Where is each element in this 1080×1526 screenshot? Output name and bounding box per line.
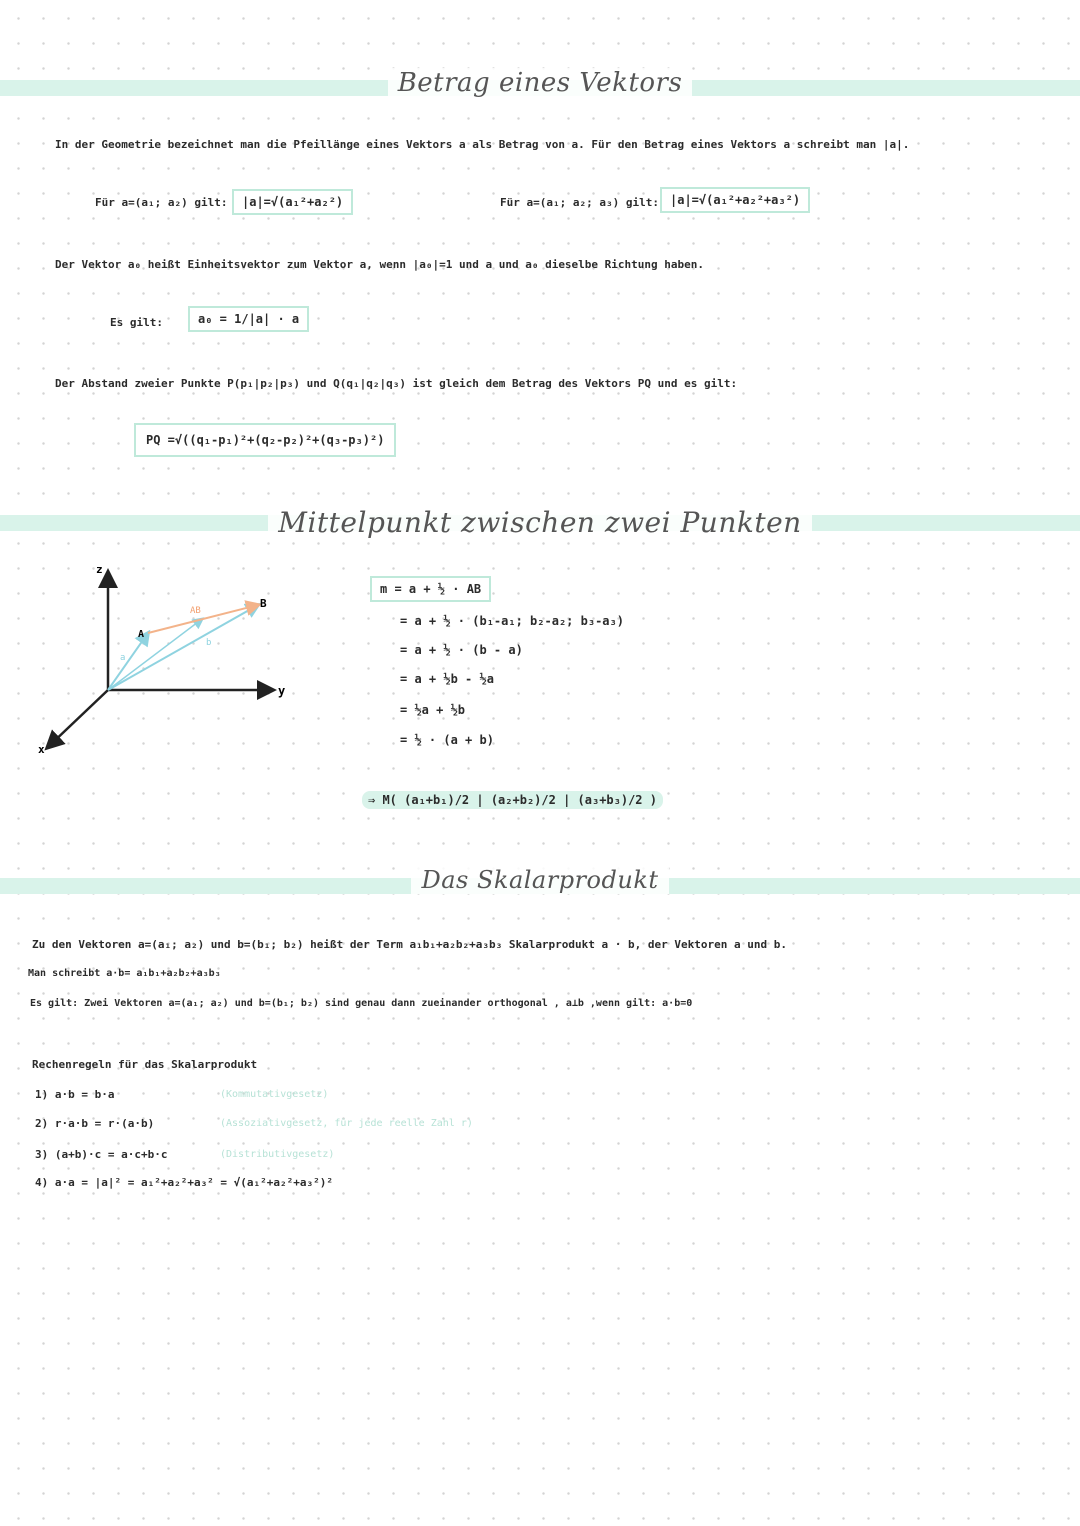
- rule-3: [35, 1148, 167, 1161]
- rule-2-formula: 2) r·a·b = r·(a·b): [35, 1117, 155, 1130]
- midpoint-step-0: m = a + ½ · AB: [370, 576, 491, 602]
- vector-b-label: b: [206, 638, 212, 648]
- midpoint-result: ⇒ M( (a₁+b₁)/2 | (a₂+b₂)/2 | (a₃+b₃)/2 ): [362, 793, 663, 807]
- point-a-label: A: [138, 629, 145, 640]
- for-2d-label: Für a=(a₁; a₂) gilt:: [95, 196, 228, 209]
- skalar-notation: Man schreibt a·b= a₁b₁+a₂b₂+a₃b₃: [28, 968, 221, 979]
- rule-4: [35, 1176, 333, 1189]
- heading-betrag: Betrag eines Vektors: [0, 68, 1080, 98]
- distance-sentence: Der Abstand zweier Punkte P(p₁|p₂|p₃) und Q(q₁|q₂|q₃) ist gleich dem Betrag des Vektors PQ und es gilt:: [55, 377, 738, 390]
- vector-diagram: [20, 555, 340, 785]
- midpoint-step-3: = a + ½b - ½a: [400, 672, 494, 686]
- vector-b-arrow: [108, 605, 258, 690]
- formula-2d-box: |a|=√(a₁²+a₂²): [232, 189, 353, 215]
- rule-3-formula: 3) (a+b)·c = a·c+b·c: [35, 1148, 168, 1161]
- rule-1-note: (Kommutativgesetz): [220, 1089, 329, 1100]
- vector-ab-arrow: [148, 605, 258, 633]
- skalar-orthogonal: Es gilt: Zwei Vektoren a=(a₁; a₂) und b=(b₁; b₂) sind genau dann zueinander orthogonal , a⊥b ,wenn gilt: a·b=0: [30, 998, 693, 1009]
- rule-1: [35, 1088, 114, 1101]
- vector-a-label: a: [120, 653, 126, 663]
- unit-vector-formula-box: a₀ = 1/|a| · a: [188, 306, 309, 332]
- vector-a-arrow: [108, 633, 148, 690]
- rule-1-formula: 1) a·b = b·a: [35, 1088, 115, 1101]
- point-b-label: B: [260, 597, 267, 610]
- midpoint-step-5: = ½ · (a + b): [400, 733, 494, 747]
- rule-4-formula: 4) a·a = |a|² = a₁²+a₂²+a₃² = √(a₁²+a₂²+a₃²)²: [35, 1176, 334, 1189]
- formula-3d-box: |a|=√(a₁²+a₂²+a₃²): [660, 187, 810, 213]
- rules-title: Rechenregeln für das Skalarprodukt: [32, 1058, 258, 1071]
- for-3d-label: Für a=(a₁; a₂; a₃) gilt:: [500, 196, 659, 209]
- axis-z-label: z: [96, 563, 103, 576]
- distance-formula-box: PQ =√((q₁-p₁)²+(q₂-p₂)²+(q₃-p₃)²): [134, 423, 396, 457]
- heading-mittelpunkt: Mittelpunkt zwischen zwei Punkten: [0, 506, 1080, 539]
- skalar-definition: Zu den Vektoren a=(a₁; a₂) und b=(b₁; b₂) heißt der Term a₁b₁+a₂b₂+a₃b₃ Skalarprodukt a · b, der Vektoren a und b.: [32, 938, 787, 951]
- axis-x-label: x: [38, 743, 45, 756]
- rule-2-note: (Assoziativgesetz, für jede reelle Zahl r): [220, 1118, 473, 1129]
- midpoint-step-2: = a + ½ · (b - a): [400, 643, 523, 657]
- axis-y-label: y: [278, 684, 286, 698]
- vector-ab-label: AB: [190, 606, 201, 616]
- heading-skalarprodukt: Das Skalarprodukt: [0, 866, 1080, 894]
- midpoint-step-1: = a + ½ · (b₁-a₁; b₂-a₂; b₃-a₃): [400, 614, 624, 628]
- betrag-intro: In der Geometrie bezeichnet man die Pfeillänge eines Vektors a als Betrag von a. Für den Betrag eines Vektors a schreibt man |a|.: [55, 138, 910, 151]
- rule-3-note: (Distributivgesetz): [220, 1149, 335, 1160]
- unit-vector-sentence: Der Vektor a₀ heißt Einheitsvektor zum Vektor a, wenn |a₀|=1 und a und a₀ dieselbe Richtung haben.: [55, 258, 705, 271]
- es-gilt-label: Es gilt:: [110, 316, 163, 329]
- rule-2: [35, 1117, 154, 1130]
- x-axis: [48, 690, 108, 747]
- midpoint-step-4: = ½a + ½b: [400, 703, 466, 717]
